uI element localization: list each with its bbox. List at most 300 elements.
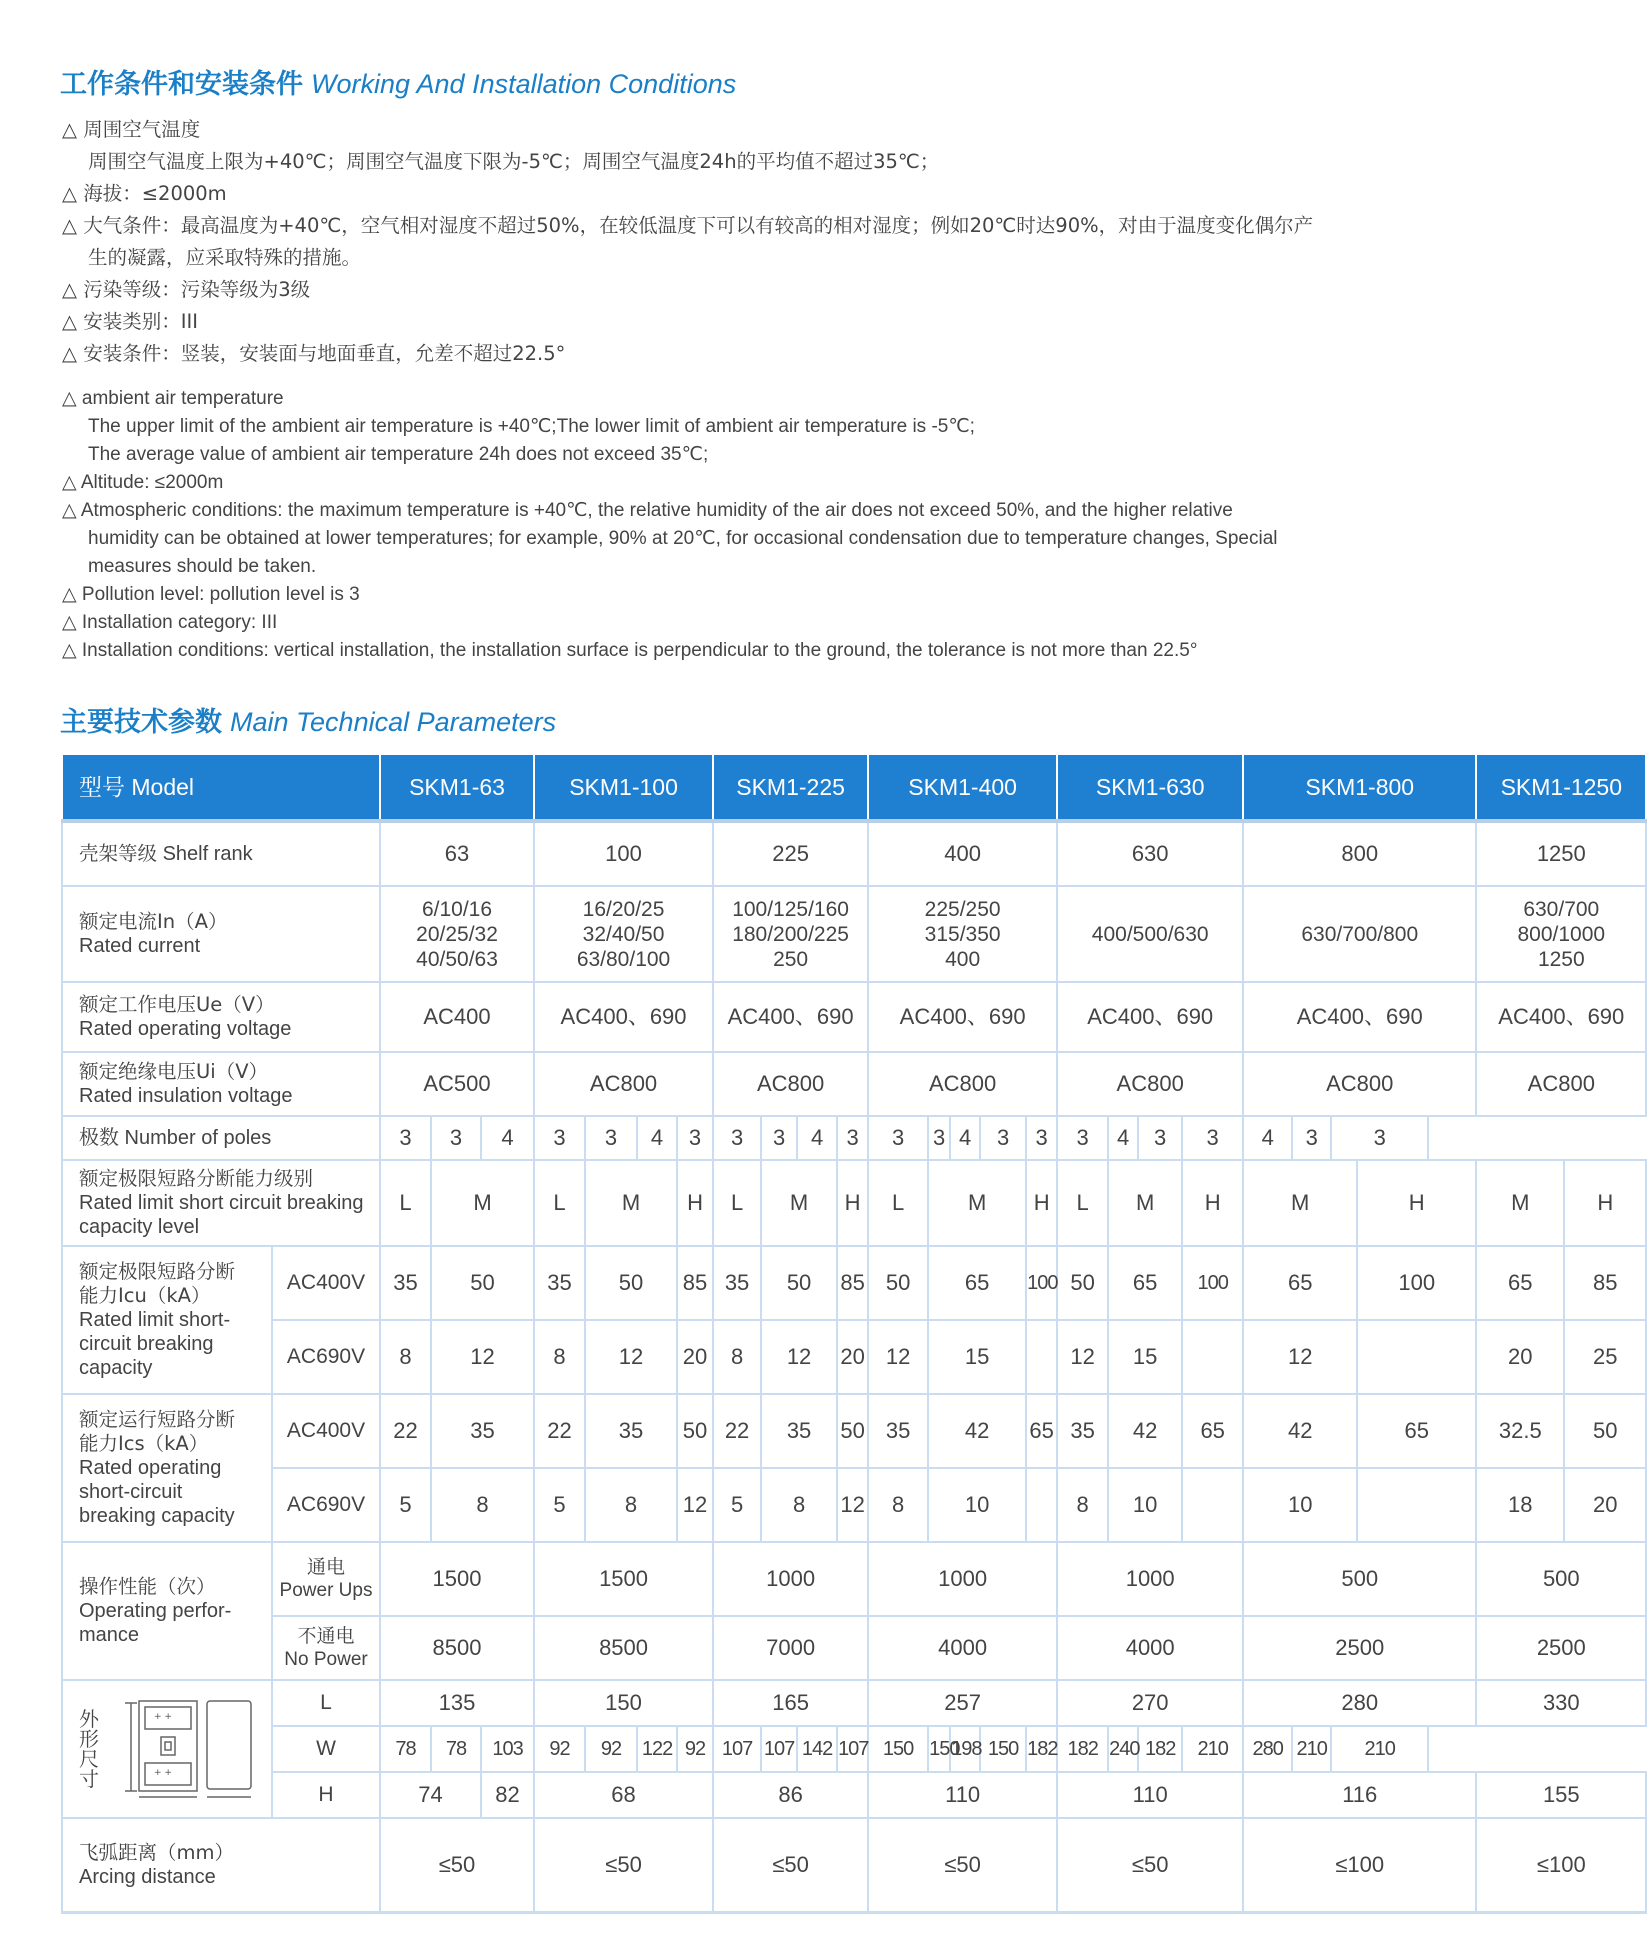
cell: 65 — [1357, 1394, 1476, 1468]
cell: 8 — [761, 1468, 837, 1542]
cell: H — [1564, 1160, 1646, 1246]
conditions-en — [62, 385, 1277, 665]
row-label — [62, 1246, 272, 1394]
header-cell: SKM1-1250 — [1476, 754, 1646, 821]
cell: 65 — [1476, 1246, 1564, 1320]
cell: AC400、690 — [1476, 982, 1646, 1052]
cell: H — [1357, 1160, 1476, 1246]
cell: 12 — [677, 1468, 713, 1542]
cond-line: △ 海拔：≤2000m — [62, 182, 227, 205]
cell: 92 — [677, 1726, 713, 1772]
cell: 3 — [713, 1116, 761, 1160]
cell: 78 — [380, 1726, 431, 1772]
label-cn: 额定绝缘电压Ui（V） — [79, 1060, 269, 1083]
header-cell: SKM1-225 — [713, 754, 868, 821]
cell: 1000 — [1057, 1542, 1243, 1616]
section-title-parameters — [60, 700, 556, 739]
row-ue — [62, 982, 1646, 1052]
cell: 4 — [797, 1116, 837, 1160]
cell: M — [928, 1160, 1026, 1246]
cell: 65 — [1026, 1394, 1057, 1468]
cell: 800 — [1243, 821, 1476, 886]
cell: 8500 — [534, 1616, 713, 1680]
cell: 182 — [1057, 1726, 1108, 1772]
cell: ≤50 — [868, 1818, 1057, 1913]
cell: AC800 — [534, 1052, 713, 1116]
cell: M — [585, 1160, 677, 1246]
cell: 8500 — [380, 1616, 534, 1680]
cell: 3 — [431, 1116, 481, 1160]
line: 20/25/32 — [416, 922, 498, 946]
cell: 22 — [380, 1394, 431, 1468]
row-icu-690 — [62, 1320, 1646, 1394]
cell — [1026, 1320, 1057, 1394]
label-en: Rated operating — [79, 1457, 222, 1479]
cell: 500 — [1243, 1542, 1476, 1616]
voltage-label: AC690V — [272, 1468, 380, 1542]
cell: H — [1026, 1160, 1057, 1246]
cell: 100 — [534, 821, 713, 886]
cell: AC800 — [1243, 1052, 1476, 1116]
cell: 10 — [1243, 1468, 1357, 1542]
label-en: Operating perfor- — [79, 1600, 232, 1622]
cell: 116 — [1243, 1772, 1476, 1818]
cell: 7000 — [713, 1616, 868, 1680]
cell: 20 — [1476, 1320, 1564, 1394]
cell: 3 — [380, 1116, 431, 1160]
cell — [1057, 886, 1243, 982]
row-label — [62, 821, 380, 886]
label-cn: 额定运行短路分断 — [79, 1408, 236, 1431]
row-ics-690 — [62, 1468, 1646, 1542]
breaker-outline-icon — [105, 1697, 255, 1801]
cell: 5 — [713, 1468, 761, 1542]
row-arcing — [62, 1818, 1646, 1913]
cell: AC400、690 — [713, 982, 868, 1052]
cell: 35 — [713, 1246, 761, 1320]
cell: 210 — [1182, 1726, 1243, 1772]
svg-text:+ +: + + — [154, 1712, 172, 1722]
dimensions-text — [79, 1709, 99, 1789]
cell: 2500 — [1243, 1616, 1476, 1680]
cell: 3 — [585, 1116, 637, 1160]
cell: 35 — [431, 1394, 534, 1468]
char: 寸 — [79, 1767, 99, 1791]
cell: 122 — [637, 1726, 677, 1772]
label-en: short-circuit — [79, 1481, 183, 1503]
header-cell: SKM1-800 — [1243, 754, 1476, 821]
cell: 32.5 — [1476, 1394, 1564, 1468]
cell: M — [1243, 1160, 1357, 1246]
label-en: Rated limit short- — [79, 1309, 231, 1331]
header-cell: SKM1-400 — [868, 754, 1057, 821]
cell: 50 — [761, 1246, 837, 1320]
cell: 4000 — [1057, 1616, 1243, 1680]
label-cn: 额定极限短路分断 — [79, 1260, 236, 1283]
line: 6/10/16 — [421, 897, 493, 921]
cell: 42 — [1108, 1394, 1182, 1468]
cell: 2500 — [1476, 1616, 1646, 1680]
cell: 63 — [380, 821, 534, 886]
dim-label: H — [272, 1772, 380, 1818]
label-cn: 通电 — [307, 1556, 346, 1578]
cell: M — [1108, 1160, 1182, 1246]
cell — [1357, 1320, 1476, 1394]
cell: ≤50 — [1057, 1818, 1243, 1913]
row-dim-l — [62, 1680, 1646, 1726]
cell: 3 — [1331, 1116, 1428, 1160]
label-cn: 不通电 — [297, 1625, 355, 1647]
title-cn: 工作条件和安装条件 — [60, 69, 303, 100]
label-cn: 额定电流In（A） — [79, 910, 228, 933]
cell: 5 — [534, 1468, 585, 1542]
dim-label: W — [272, 1726, 380, 1772]
label-en: Arcing distance — [79, 1866, 216, 1888]
cell: AC400、690 — [868, 982, 1057, 1052]
cell: 74 — [380, 1772, 481, 1818]
cell: 22 — [713, 1394, 761, 1468]
cell: 65 — [1108, 1246, 1182, 1320]
cell: 3 — [1138, 1116, 1182, 1160]
header-cell: SKM1-100 — [534, 754, 713, 821]
label-en: breaking capacity — [79, 1505, 235, 1527]
cell: ≤50 — [380, 1818, 534, 1913]
cond-line: 周围空气温度上限为+40℃；周围空气温度下限为-5℃；周围空气温度24h的平均值不超过35℃； — [88, 150, 940, 173]
line: 225/250 — [924, 897, 1001, 921]
ops-label — [272, 1616, 380, 1680]
line: 315/350 — [924, 922, 1001, 946]
header-row — [62, 754, 1646, 821]
label-en: Shelf rank — [162, 843, 253, 865]
parameters-table — [61, 753, 1647, 1914]
row-label — [62, 886, 380, 982]
cell: 85 — [837, 1246, 868, 1320]
cell: 50 — [677, 1394, 713, 1468]
cell: 4000 — [868, 1616, 1057, 1680]
label-en: Rated insulation voltage — [79, 1085, 293, 1107]
cell: 3 — [1026, 1116, 1057, 1160]
line: 40/50/63 — [416, 947, 498, 971]
cell — [1357, 1468, 1476, 1542]
row-label — [62, 1394, 272, 1542]
label-cn: 能力Icu（kA） — [79, 1284, 211, 1307]
cell: ≤50 — [534, 1818, 713, 1913]
line: 63/80/100 — [576, 947, 671, 971]
cell: 92 — [534, 1726, 585, 1772]
conditions-cn — [62, 114, 1313, 370]
dim-label: L — [272, 1680, 380, 1726]
char: 尺 — [79, 1747, 99, 1771]
cell: 78 — [431, 1726, 481, 1772]
cell: 8 — [380, 1320, 431, 1394]
section-title-conditions — [60, 62, 736, 101]
cell: 35 — [761, 1394, 837, 1468]
cell: 103 — [481, 1726, 534, 1772]
cell: 65 — [1182, 1394, 1243, 1468]
cell: 3 — [928, 1116, 950, 1160]
cell: M — [761, 1160, 837, 1246]
label-cn: 能力Ics（kA） — [79, 1432, 209, 1455]
cell — [380, 886, 534, 982]
cell: L — [534, 1160, 585, 1246]
cell: 50 — [837, 1394, 868, 1468]
cell: 12 — [585, 1320, 677, 1394]
cell: 8 — [868, 1468, 928, 1542]
label-en: Rated operating voltage — [79, 1018, 292, 1040]
cell: ≤50 — [713, 1818, 868, 1913]
line: 16/20/25 — [582, 897, 665, 921]
cell: 12 — [868, 1320, 928, 1394]
svg-text:+ +: + + — [154, 1768, 172, 1778]
cell: 3 — [677, 1116, 713, 1160]
cond-line: △ 污染等级：污染等级为3级 — [62, 278, 311, 301]
cell: M — [431, 1160, 534, 1246]
cond-line: humidity can be obtained at lower temperatures; for example, 90% at 20℃, for occasional condensation due to temperature changes, Special — [88, 528, 1278, 549]
cell: 1000 — [713, 1542, 868, 1616]
char: 外 — [79, 1707, 99, 1731]
cell: 330 — [1476, 1680, 1646, 1726]
cell: 107 — [761, 1726, 797, 1772]
line: 630/700 — [1523, 897, 1600, 921]
cell: 110 — [1057, 1772, 1243, 1818]
cell: L — [713, 1160, 761, 1246]
cell — [1182, 1320, 1243, 1394]
cell: 280 — [1243, 1680, 1476, 1726]
cell — [1182, 1468, 1243, 1542]
row-ops-power — [62, 1542, 1646, 1616]
label-cn: 操作性能（次） — [79, 1575, 216, 1598]
cell: 100 — [1357, 1246, 1476, 1320]
row-label — [62, 1542, 272, 1680]
cell: 8 — [1057, 1468, 1108, 1542]
cell: 3 — [868, 1116, 928, 1160]
cell: 8 — [431, 1468, 534, 1542]
cell: 50 — [1057, 1246, 1108, 1320]
cell: 85 — [1564, 1246, 1646, 1320]
cell: 210 — [1292, 1726, 1331, 1772]
cell: 15 — [928, 1320, 1026, 1394]
cell: 50 — [431, 1246, 534, 1320]
cell: 12 — [1243, 1320, 1357, 1394]
cell: 35 — [380, 1246, 431, 1320]
row-ui — [62, 1052, 1646, 1116]
row-label — [62, 1818, 380, 1913]
label-en: Power Ups — [279, 1580, 373, 1601]
row-label — [62, 982, 380, 1052]
cell: 280 — [1243, 1726, 1292, 1772]
cell: 225 — [713, 821, 868, 886]
cond-line: △ 安装条件：竖装，安装面与地面垂直，允差不超过22.5° — [62, 342, 566, 365]
cell: 8 — [713, 1320, 761, 1394]
row-ops-nopower — [62, 1616, 1646, 1680]
cell: 10 — [928, 1468, 1026, 1542]
row-dim-w — [62, 1726, 1646, 1772]
cond-line: △ ambient air temperature — [62, 388, 284, 409]
cell: 150 — [928, 1726, 950, 1772]
line: 180/200/225 — [732, 922, 849, 946]
cell: 25 — [1564, 1320, 1646, 1394]
cell: 150 — [980, 1726, 1026, 1772]
cell: 182 — [1138, 1726, 1182, 1772]
cell: 22 — [534, 1394, 585, 1468]
cell: AC400、690 — [534, 982, 713, 1052]
cond-line: △ 大气条件：最高温度为+40℃，空气相对湿度不超过50%，在较低温度下可以有较高的相对湿度；例如20℃时达90%，对由于温度变化偶尔产 — [62, 214, 1314, 237]
cell: 85 — [677, 1246, 713, 1320]
cell: 3 — [1182, 1116, 1243, 1160]
row-shelf — [62, 821, 1646, 886]
row-icu-400 — [62, 1246, 1646, 1320]
label-cn: 额定极限短路分断能力级别 — [79, 1167, 314, 1190]
cell: ≤100 — [1243, 1818, 1476, 1913]
cell: 630 — [1057, 821, 1243, 886]
line: 100/125/160 — [732, 897, 849, 921]
cell: 3 — [1292, 1116, 1331, 1160]
cell: 257 — [868, 1680, 1057, 1726]
cell: 4 — [950, 1116, 980, 1160]
cell: 4 — [1243, 1116, 1292, 1160]
cell: 100 — [1026, 1246, 1057, 1320]
cell: 100 — [1182, 1246, 1243, 1320]
cell: 4 — [637, 1116, 677, 1160]
cell: 4 — [1108, 1116, 1138, 1160]
cell: 82 — [481, 1772, 534, 1818]
line: 1250 — [1537, 947, 1585, 971]
cond-line: △ Altitude: ≤2000m — [62, 472, 224, 493]
cell: 107 — [837, 1726, 868, 1772]
cell: 50 — [868, 1246, 928, 1320]
row-breaking-level — [62, 1160, 1646, 1246]
label-cn: 额定工作电压Ue（V） — [79, 993, 275, 1016]
cell: 8 — [534, 1320, 585, 1394]
cell: 18 — [1476, 1468, 1564, 1542]
cond-line: 生的凝露，应采取特殊的措施。 — [88, 246, 362, 269]
cell: H — [677, 1160, 713, 1246]
cond-line: The average value of ambient air temperature 24h does not exceed 35℃; — [88, 444, 709, 465]
cell: 86 — [713, 1772, 868, 1818]
cell — [1026, 1468, 1057, 1542]
cell: 20 — [837, 1320, 868, 1394]
cell: AC500 — [380, 1052, 534, 1116]
cell: 4 — [481, 1116, 534, 1160]
cell: L — [380, 1160, 431, 1246]
row-label — [62, 1160, 380, 1246]
cell: 1000 — [868, 1542, 1057, 1616]
char: 形 — [79, 1727, 99, 1751]
cell: 1250 — [1476, 821, 1646, 886]
label-en: capacity — [79, 1357, 153, 1379]
cell: 500 — [1476, 1542, 1646, 1616]
cell: 50 — [1564, 1394, 1646, 1468]
cell: 12 — [837, 1468, 868, 1542]
label-en: Rated current — [79, 935, 201, 957]
title-en: Main Technical Parameters — [230, 707, 557, 737]
cell: AC400、690 — [1057, 982, 1243, 1052]
row-label: 极数 Number of poles — [62, 1116, 380, 1160]
cell: AC800 — [713, 1052, 868, 1116]
cell: 68 — [534, 1772, 713, 1818]
cell: 10 — [1108, 1468, 1182, 1542]
cell: 35 — [585, 1394, 677, 1468]
line: 400/500/630 — [1091, 922, 1209, 946]
cell: M — [1476, 1160, 1564, 1246]
cell: 8 — [585, 1468, 677, 1542]
cell: 198 — [950, 1726, 980, 1772]
cell: 135 — [380, 1680, 534, 1726]
cell: AC400、690 — [1243, 982, 1476, 1052]
cell — [1243, 886, 1476, 982]
cell: H — [837, 1160, 868, 1246]
cell: 15 — [1108, 1320, 1182, 1394]
cond-line: △ Pollution level: pollution level is 3 — [62, 584, 360, 605]
cell: 65 — [1243, 1246, 1357, 1320]
cell: 150 — [868, 1726, 928, 1772]
row-dim-h — [62, 1772, 1646, 1818]
cond-line: △ Installation category: III — [62, 612, 278, 633]
cell: 1500 — [380, 1542, 534, 1616]
cell: 3 — [837, 1116, 868, 1160]
row-poles — [62, 1116, 1646, 1160]
label-cn: 壳架等级 — [79, 842, 158, 865]
voltage-label: AC400V — [272, 1246, 380, 1320]
cond-line: measures should be taken. — [88, 556, 317, 577]
cell: L — [1057, 1160, 1108, 1246]
label-en: Rated limit short circuit breaking — [79, 1192, 364, 1214]
line: 800/1000 — [1517, 922, 1606, 946]
cell: 65 — [928, 1246, 1026, 1320]
cell: 165 — [713, 1680, 868, 1726]
cell: 240 — [1108, 1726, 1138, 1772]
cell: 50 — [585, 1246, 677, 1320]
cell: 182 — [1026, 1726, 1057, 1772]
cell — [868, 886, 1057, 982]
cell: H — [1182, 1160, 1243, 1246]
cell: 150 — [534, 1680, 713, 1726]
cell: L — [868, 1160, 928, 1246]
cell: AC800 — [1476, 1052, 1646, 1116]
cell: 35 — [868, 1394, 928, 1468]
label-cn: 飞弧距离（mm） — [79, 1841, 234, 1864]
cell: 1500 — [534, 1542, 713, 1616]
cell: 5 — [380, 1468, 431, 1542]
cell: AC800 — [868, 1052, 1057, 1116]
ops-label — [272, 1542, 380, 1616]
row-label — [62, 1052, 380, 1116]
cell: ≤100 — [1476, 1818, 1646, 1913]
cell: 210 — [1331, 1726, 1428, 1772]
header-cell: SKM1-63 — [380, 754, 534, 821]
label-en: No Power — [284, 1649, 368, 1670]
line: 630/700/800 — [1301, 922, 1419, 946]
line: 400 — [945, 947, 981, 971]
cell: 35 — [534, 1246, 585, 1320]
cell: AC400 — [380, 982, 534, 1052]
line: 250 — [773, 947, 809, 971]
cell: 42 — [1243, 1394, 1357, 1468]
cond-line: △ Installation conditions: vertical installation, the installation surface is perpendicular to the ground, the tolerance is not more than 22.5° — [62, 640, 1198, 661]
cell: 400 — [868, 821, 1057, 886]
cell: 20 — [1564, 1468, 1646, 1542]
cell: 3 — [761, 1116, 797, 1160]
cell: 12 — [431, 1320, 534, 1394]
cond-line: △ Atmospheric conditions: the maximum temperature is +40℃, the relative humidity of the air does not exceed 50%, and the higher relative — [62, 500, 1233, 521]
header-model: 型号 Model — [62, 754, 380, 821]
cond-line: △ 周围空气温度 — [62, 118, 201, 141]
label-en: capacity level — [79, 1216, 200, 1238]
title-cn: 主要技术参数 — [60, 707, 222, 738]
cell: 12 — [761, 1320, 837, 1394]
cond-line: △ 安装类别：III — [62, 310, 198, 333]
cell: 12 — [1057, 1320, 1108, 1394]
